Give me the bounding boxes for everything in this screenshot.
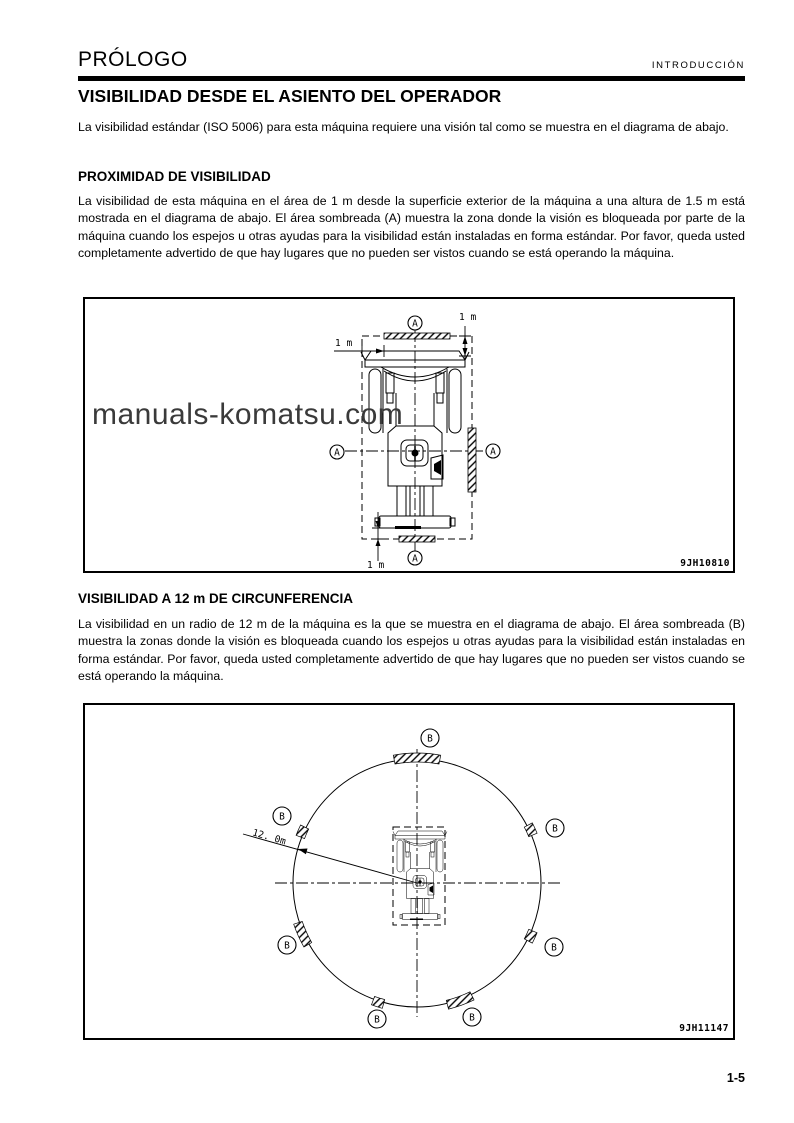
marker-b-top xyxy=(421,729,439,747)
section-breadcrumb: INTRODUCCIÓN xyxy=(651,60,745,71)
svg-text:B: B xyxy=(552,823,558,835)
marker-b-upper-right xyxy=(546,819,564,837)
marker-a-right xyxy=(486,444,500,458)
svg-text:B: B xyxy=(374,1014,380,1026)
radius-leader xyxy=(243,827,417,883)
svg-text:A: A xyxy=(412,553,418,565)
svg-text:1 m: 1 m xyxy=(459,312,477,323)
blocked-zone-hatches xyxy=(384,333,476,542)
proximity-diagram-figure xyxy=(83,297,735,573)
svg-text:A: A xyxy=(412,318,418,330)
page-title: VISIBILIDAD DESDE EL ASIENTO DEL OPERADOR xyxy=(78,86,502,106)
radius-label: 12. 0m xyxy=(251,827,288,848)
watermark: manuals-komatsu.com xyxy=(92,398,404,431)
svg-text:B: B xyxy=(469,1012,475,1024)
svg-text:1 m: 1 m xyxy=(367,560,385,571)
marker-b-upper-left xyxy=(273,807,291,825)
section-heading-circumference: VISIBILIDAD A 12 m DE CIRCUNFERENCIA xyxy=(78,591,354,606)
figure-code: 9JH10810 xyxy=(680,558,730,569)
marker-a-bottom xyxy=(408,551,422,565)
dimension-top-left xyxy=(334,338,387,357)
svg-text:A: A xyxy=(490,446,496,458)
section-body-proximity: La visibilidad de esta máquina en el área de 1 m desde la superficie exterior de la máquina a una altura de 1.5 m está mostrada en el diagrama de abajo. El área sombreada (A) muestra la zona donde la visión es bloqueada por parte de la máquina cuando los espejos u otras ayudas para la visibilidad están instaladas en forma estándar. Por favor, queda usted completamente advertido de que hay lugares que no pueden ser vistos cuando se está operando la máquina. xyxy=(78,194,745,261)
svg-text:B: B xyxy=(551,942,557,954)
svg-text:A: A xyxy=(334,447,340,459)
circumference-diagram xyxy=(85,705,733,1038)
svg-text:1 m: 1 m xyxy=(335,338,353,349)
marker-a-left xyxy=(330,445,344,459)
svg-text:B: B xyxy=(279,811,285,823)
page-number: 1-5 xyxy=(726,1071,745,1085)
dimension-bottom-left xyxy=(367,512,384,571)
marker-a-top xyxy=(408,316,422,330)
intro-paragraph: La visibilidad estándar (ISO 5006) para esta máquina requiere una visión tal como se muestra en el diagrama de abajo. xyxy=(78,120,729,134)
figure-code: 9JH11147 xyxy=(679,1023,729,1034)
chapter-title: PRÓLOGO xyxy=(78,48,188,71)
marker-b-lower-right xyxy=(545,938,563,956)
svg-text:B: B xyxy=(284,940,290,952)
one-meter-boundary xyxy=(362,336,472,539)
marker-b-lower-left xyxy=(278,936,296,954)
circumference-diagram-figure xyxy=(83,703,735,1040)
marker-b-bottom-right xyxy=(463,1008,481,1026)
marker-b-bottom-left xyxy=(368,1010,386,1028)
section-body-circumference: La visibilidad en un radio de 12 m de la máquina es la que se muestra en el diagrama de abajo. El área sombreada (B) muestra la zonas donde la visión es bloqueada cuando los espejos u otras ayudas para la visibilidad están instaladas en forma estándar. Por favor, queda usted completamente advertido de que hay lugares que no pueden ser vistos cuando se está operando la máquina. xyxy=(78,617,745,684)
section-heading-proximity: PROXIMIDAD DE VISIBILIDAD xyxy=(78,169,271,184)
header-rule xyxy=(78,76,745,81)
machine-top-view xyxy=(393,831,447,920)
svg-text:B: B xyxy=(427,733,433,745)
proximity-diagram xyxy=(85,299,733,571)
